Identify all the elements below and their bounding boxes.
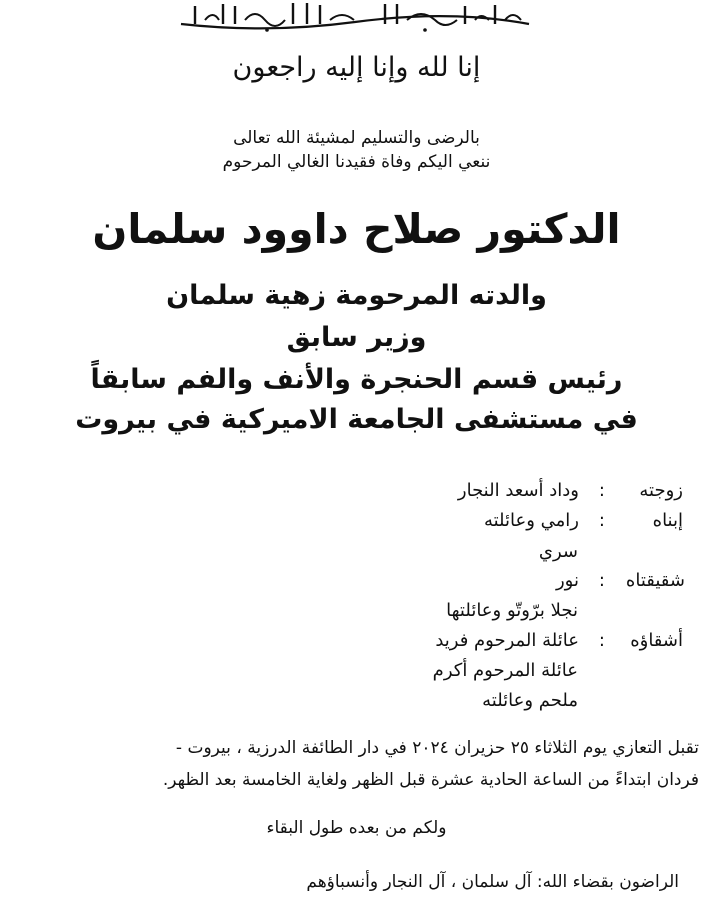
sisters-label: شقيقتاه [625,570,685,591]
wife-separator: : [598,480,605,501]
son-1: رامي وعائلته [483,510,579,531]
closing-phrase: ولكم من بعده طول البقاء [266,818,447,838]
deceased-title: وزير سابق [286,322,427,353]
son-2: سري [538,541,578,562]
intro-line-1: بالرضى والتسليم لمشيئة الله تعالى [233,128,480,148]
brother-1: عائلة المرحوم فريد [435,630,579,651]
istirja-verse: إنا لله وإنا إليه راجعون [232,52,481,83]
brothers-label: أشقاؤه [630,630,683,651]
brother-3: ملحم وعائلته [482,690,578,711]
deceased-mother: والدته المرحومة زهية سلمان [166,280,547,311]
wife-name: وداد أسعد النجار [457,480,579,501]
sister-1: نور [555,570,579,591]
brothers-separator: : [598,630,605,651]
bereaved-families: الراضون بقضاء الله: آل سلمان ، آل النجار وأنسباؤهم [306,872,679,892]
deceased-role-line-1: رئيس قسم الحنجرة والأنف والفم سابقاً [90,364,623,395]
brother-2: عائلة المرحوم أكرم [432,660,578,681]
sons-label: إبناه [652,510,683,531]
deceased-role-line-2: في مستشفى الجامعة الاميركية في بيروت [75,404,638,435]
intro-line-2: ننعي اليكم وفاة فقيدنا الغالي المرحوم [222,152,491,172]
condolences-line-2: فردان ابتداءً من الساعة الحادية عشرة قبل الظهر ولغاية الخامسة بعد الظهر. [162,770,699,790]
wife-label: زوجته [639,480,683,501]
sons-separator: : [598,510,605,531]
basmala-calligraphy [175,0,535,34]
sister-2: نجلا برّوتّو وعائلتها [446,600,578,621]
deceased-name: الدكتور صلاح داوود سلمان [92,205,621,253]
condolences-line-1: تقبل التعازي يوم الثلاثاء ٢٥ حزيران ٢٠٢٤ في دار الطائفة الدرزية ، بيروت - [175,738,699,758]
sisters-separator: : [598,570,605,591]
